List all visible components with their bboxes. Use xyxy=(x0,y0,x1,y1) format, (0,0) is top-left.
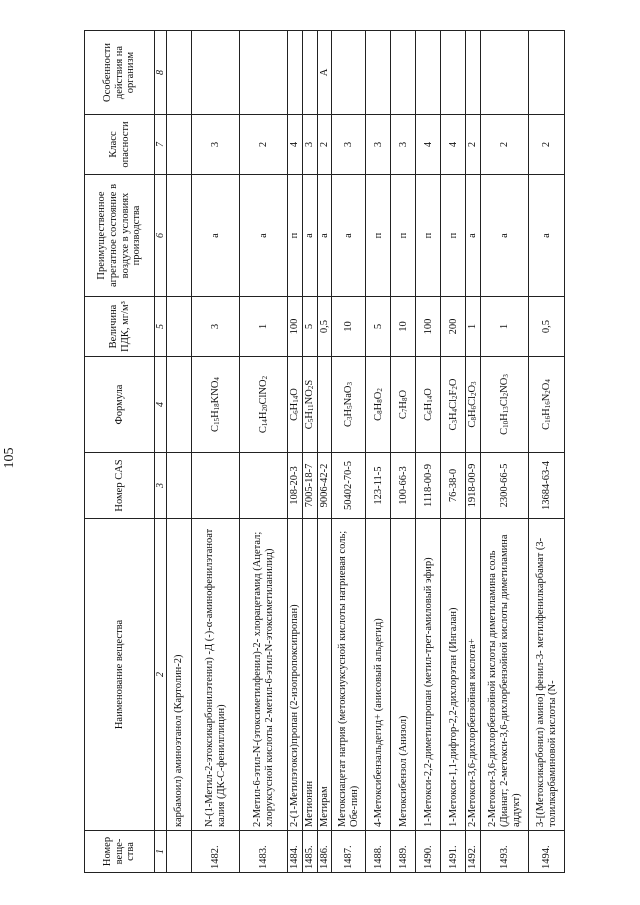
formula xyxy=(391,357,416,453)
body-effect xyxy=(416,31,441,115)
formula-element: H xyxy=(540,408,552,416)
hazard-class: 4 xyxy=(441,115,466,175)
formula-subscript: 8 xyxy=(375,399,384,403)
formula-element: C xyxy=(397,412,409,420)
formula-element: O xyxy=(289,388,301,396)
formula-element: C xyxy=(372,413,384,421)
formula-subscript: 2 xyxy=(470,392,479,397)
formula-subscript: 15 xyxy=(212,417,221,425)
formula-element: ClNO xyxy=(257,379,269,405)
formula-subscript: 6 xyxy=(425,410,434,414)
substance-name: N-(1-Метил-2-этоксикарбонилэтенил) -Д (-)-α-аминофенилэтаноат калия (ДК-С-фенилглицин) xyxy=(192,519,240,831)
formula-subscript: 2 xyxy=(375,388,384,392)
formula-subscript: 20 xyxy=(260,404,269,412)
aggregate-state: а xyxy=(240,175,288,297)
header-formula: Формула xyxy=(85,357,155,453)
body-effect xyxy=(288,31,303,115)
body-effect xyxy=(167,31,192,115)
table-row xyxy=(391,31,416,873)
formula-element: O xyxy=(447,378,459,387)
formula-element: C xyxy=(467,420,479,428)
formula-element: N xyxy=(540,393,552,402)
formula-element: O xyxy=(422,388,434,396)
table-row xyxy=(481,31,529,873)
table-row xyxy=(441,31,466,873)
formula xyxy=(529,357,565,453)
aggregate-state: п xyxy=(366,175,391,297)
formula-element: NO xyxy=(498,377,510,393)
cas-number: 1918-00-9 xyxy=(466,453,481,519)
body-effect xyxy=(481,31,529,115)
formula-subscript: 3 xyxy=(346,416,355,420)
formula-subscript: 4 xyxy=(450,408,459,413)
body-effect xyxy=(366,31,391,115)
formula-element: F xyxy=(447,389,459,396)
formula-subscript: 14 xyxy=(260,419,269,427)
formula-element: KNO xyxy=(209,380,221,404)
column-index: 4 xyxy=(155,357,167,453)
formula-subscript: 3 xyxy=(470,381,479,385)
substance-name: Метионин xyxy=(302,519,317,831)
formula-element: O xyxy=(397,389,409,398)
formula-element: C xyxy=(257,426,269,434)
row-number: 1484. xyxy=(288,831,303,873)
formula-subscript: 7 xyxy=(400,408,409,413)
column-index: 5 xyxy=(155,297,167,357)
formula-element: NO xyxy=(303,389,315,405)
aggregate-state: а xyxy=(317,175,332,297)
column-index-row xyxy=(155,31,167,873)
body-effect xyxy=(302,31,317,115)
formula-element: H xyxy=(447,412,459,420)
formula-subscript: 8 xyxy=(375,410,384,414)
pdk-value xyxy=(167,297,192,357)
hazard-class: 3 xyxy=(302,115,317,175)
formula-element: C xyxy=(422,413,434,421)
hazard-class: 2 xyxy=(466,115,481,175)
formula-subscript: 4 xyxy=(543,379,552,383)
header-class: Класс опасности xyxy=(85,115,155,175)
formula-subscript: 2 xyxy=(501,392,510,397)
aggregate-state: а xyxy=(466,175,481,297)
row-number: 1482. xyxy=(192,831,240,873)
aggregate-state: а xyxy=(192,175,240,297)
formula-element: H xyxy=(343,408,355,417)
body-effect xyxy=(240,31,288,115)
aggregate-state: п xyxy=(441,175,466,297)
table-row xyxy=(317,31,332,873)
hazard-class: 3 xyxy=(366,115,391,175)
formula-subscript: 2 xyxy=(450,395,459,399)
formula-subscript: 16 xyxy=(543,415,552,423)
hazard-class: 2 xyxy=(317,115,332,175)
table-row xyxy=(302,31,317,873)
formula-element: O xyxy=(467,384,479,393)
page-number: 105 xyxy=(2,447,17,469)
column-index: 2 xyxy=(155,519,167,831)
aggregate-state: а xyxy=(481,175,529,297)
formula-element: H xyxy=(422,402,434,411)
table-row xyxy=(416,31,441,873)
table-row xyxy=(192,31,240,873)
cas-number: 7005-18-7 xyxy=(302,453,317,519)
hazard-class: 3 xyxy=(332,115,366,175)
cas-number: 50402-70-5 xyxy=(332,453,366,519)
formula-element: S xyxy=(303,379,315,386)
formula xyxy=(167,357,192,453)
cas-number xyxy=(192,453,240,519)
formula-subscript: 6 xyxy=(470,405,479,410)
aggregate-state: а xyxy=(302,175,317,297)
pdk-value: 100 xyxy=(416,297,441,357)
row-number: 1490. xyxy=(416,831,441,873)
formula-element: C xyxy=(289,413,301,421)
table-row xyxy=(240,31,288,873)
formula xyxy=(466,357,481,453)
formula xyxy=(240,357,288,453)
row-number: 1486. xyxy=(317,831,332,873)
row-number: 1493. xyxy=(481,831,529,873)
substance-name: 1-Метокси-1,1-дифтор-2,2-дихлорэтан (Ингалан) xyxy=(441,519,466,831)
table-row xyxy=(466,31,481,873)
substance-name: карбамоил) аминоэтанол (Картолин-2) xyxy=(167,519,192,831)
pdk-value: 0,5 xyxy=(317,297,332,357)
formula-element: C xyxy=(540,422,552,430)
formula-subscript: 10 xyxy=(501,420,510,428)
pdk-value: 200 xyxy=(441,297,466,357)
header-cas: Номер CAS xyxy=(85,453,155,519)
aggregate-state xyxy=(167,175,192,297)
formula-subscript: 18 xyxy=(212,403,221,411)
table-row xyxy=(332,31,366,873)
substance-name: 2-Метокси-3,6-дихлорбензойная кислота+ xyxy=(466,519,481,831)
row-number: 1494. xyxy=(529,831,565,873)
formula-element: C xyxy=(303,422,315,430)
aggregate-state: п xyxy=(391,175,416,297)
formula-subscript: 2 xyxy=(450,386,459,390)
formula-subscript: 3 xyxy=(501,374,510,378)
substances-table xyxy=(84,30,565,873)
pdk-value: 10 xyxy=(391,297,416,357)
formula xyxy=(317,357,332,453)
formula-subscript: 14 xyxy=(425,395,434,403)
substance-name: Метоксиацетат натрия (метоксиуксусной кислоты натриевая соль; Обе-пин) xyxy=(332,519,366,831)
formula xyxy=(481,357,529,453)
cas-number: 2300-66-5 xyxy=(481,453,529,519)
cas-number: 9006-42-2 xyxy=(317,453,332,519)
pdk-value: 10 xyxy=(332,297,366,357)
formula-element: C xyxy=(209,424,221,432)
pdk-value: 3 xyxy=(192,297,240,357)
substance-name: 2-Метокси-3,6-дихлорбензойной кислоты диметиламина соль (Дианат; 2-метокси-3,6-дихлорбензойной кислоты диметиламина аддукт) xyxy=(481,519,529,831)
formula-subscript: 16 xyxy=(543,401,552,409)
table-row xyxy=(167,31,192,873)
pdk-value: 0,5 xyxy=(529,297,565,357)
formula-element: H xyxy=(289,402,301,411)
formula-subscript: 6 xyxy=(292,410,301,414)
formula xyxy=(332,357,366,453)
header-name: Наименование вещества xyxy=(85,519,155,831)
substance-name: 2-Метил-6-этил-N-(этоксиметилфенил)-2- хлорацетамид (Ацетал; хлоруксусной кислоты 2-метил-6-этил-N-этоксиметиланилид) xyxy=(240,519,288,831)
formula-element: O xyxy=(372,391,384,400)
column-index: 1 xyxy=(155,831,167,873)
formula-subscript: 3 xyxy=(346,382,355,386)
column-index: 3 xyxy=(155,453,167,519)
cas-number: 100-66-3 xyxy=(391,453,416,519)
table-body xyxy=(167,31,565,873)
aggregate-state: п xyxy=(288,175,303,297)
pdk-value: 1 xyxy=(481,297,529,357)
pdk-value: 1 xyxy=(466,297,481,357)
row-number: 1491. xyxy=(441,831,466,873)
body-effect xyxy=(332,31,366,115)
formula-element: Cl xyxy=(498,396,510,407)
formula-element: H xyxy=(303,411,315,419)
formula-element: H xyxy=(209,410,221,418)
formula xyxy=(192,357,240,453)
formula-subscript: 8 xyxy=(400,397,409,401)
formula-element: Cl xyxy=(467,396,479,406)
formula-subscript: 5 xyxy=(346,405,355,409)
formula-element: O xyxy=(540,382,552,391)
table-row xyxy=(529,31,565,873)
formula-element: C xyxy=(498,427,510,435)
formula-element: C xyxy=(343,419,355,427)
hazard-class: 3 xyxy=(192,115,240,175)
body-effect xyxy=(466,31,481,115)
header-number: Номер веще-ства xyxy=(85,831,155,873)
body-effect xyxy=(391,31,416,115)
body-effect xyxy=(529,31,565,115)
row-number: 1488. xyxy=(366,831,391,873)
pdk-value: 100 xyxy=(288,297,303,357)
formula-subscript: 4 xyxy=(212,377,221,381)
formula-subscript: 2 xyxy=(543,390,552,394)
formula-subscript: 14 xyxy=(292,395,301,403)
formula-subscript: 11 xyxy=(306,404,315,412)
cas-number: 13684-63-4 xyxy=(529,453,565,519)
hazard-class: 4 xyxy=(288,115,303,175)
row-number: 1492. xyxy=(466,831,481,873)
formula-element: H xyxy=(498,413,510,421)
formula-element: H xyxy=(257,411,269,420)
body-effect xyxy=(441,31,466,115)
formula-element: Cl xyxy=(447,398,459,409)
aggregate-state: а xyxy=(529,175,565,297)
hazard-class: 2 xyxy=(529,115,565,175)
hazard-class: 2 xyxy=(240,115,288,175)
hazard-class: 4 xyxy=(416,115,441,175)
table-row xyxy=(366,31,391,873)
row-number: 1487. xyxy=(332,831,366,873)
body-effect xyxy=(192,31,240,115)
substance-name: 3-[(Метоксикарбонил) амино] фенил-3- метилфенилкарбамат (3-толилкарбаминовой кислоты (N- xyxy=(529,519,565,831)
formula xyxy=(416,357,441,453)
cas-number: 76-38-0 xyxy=(441,453,466,519)
substance-name: Метоксибензол (Анизол) xyxy=(391,519,416,831)
formula-element: H xyxy=(397,401,409,409)
cas-number: 1118-00-9 xyxy=(416,453,441,519)
pdk-value: 1 xyxy=(240,297,288,357)
formula-subscript: 8 xyxy=(470,417,479,421)
substance-name: 1-Метокси-2,2-диметилпропан (метил-трет-амиловый эфир) xyxy=(416,519,441,831)
cas-number: 123-11-5 xyxy=(366,453,391,519)
pdk-value: 5 xyxy=(302,297,317,357)
column-index: 8 xyxy=(155,31,167,115)
header-state: Преимущественное агрегатное состояние в воздухе в условиях производства xyxy=(85,175,155,297)
row-number: 1489. xyxy=(391,831,416,873)
formula-subscript: 5 xyxy=(306,418,315,423)
formula-element: C xyxy=(447,423,459,431)
formula xyxy=(302,357,317,453)
formula xyxy=(366,357,391,453)
cas-number xyxy=(240,453,288,519)
row-number: 1483. xyxy=(240,831,288,873)
hazard-class xyxy=(167,115,192,175)
hazard-class: 2 xyxy=(481,115,529,175)
aggregate-state: а xyxy=(332,175,366,297)
table-row xyxy=(288,31,303,873)
substance-name: 4-Метоксибензальдегид+ (анисовый альдегид) xyxy=(366,519,391,831)
header-pdk: Величина ПДК, мг/м³ xyxy=(85,297,155,357)
cas-number: 108-20-3 xyxy=(288,453,303,519)
formula-element: H xyxy=(372,402,384,411)
aggregate-state: п xyxy=(416,175,441,297)
hazard-class: 3 xyxy=(391,115,416,175)
formula-subscript: 3 xyxy=(450,419,459,424)
column-index: 7 xyxy=(155,115,167,175)
column-index: 6 xyxy=(155,175,167,297)
formula xyxy=(288,357,303,453)
row-number xyxy=(167,831,192,873)
formula-subscript: 2 xyxy=(306,385,315,390)
row-number: 1485. xyxy=(302,831,317,873)
formula-subscript: 13 xyxy=(501,406,510,414)
header-effect: Особенности действия на организм xyxy=(85,31,155,115)
formula xyxy=(441,357,466,453)
header-row xyxy=(85,31,155,873)
pdk-value: 5 xyxy=(366,297,391,357)
body-effect: А xyxy=(317,31,332,115)
cas-number xyxy=(167,453,192,519)
substance-name: 2-(1-Метилэтокси)пропан (2-изопропоксипропан) xyxy=(288,519,303,831)
formula-subscript: 2 xyxy=(260,375,269,380)
formula-element: H xyxy=(467,409,479,418)
rotated-table-container xyxy=(84,31,610,873)
substance-name: Метирам xyxy=(317,519,332,831)
formula-element: NaO xyxy=(343,385,355,406)
